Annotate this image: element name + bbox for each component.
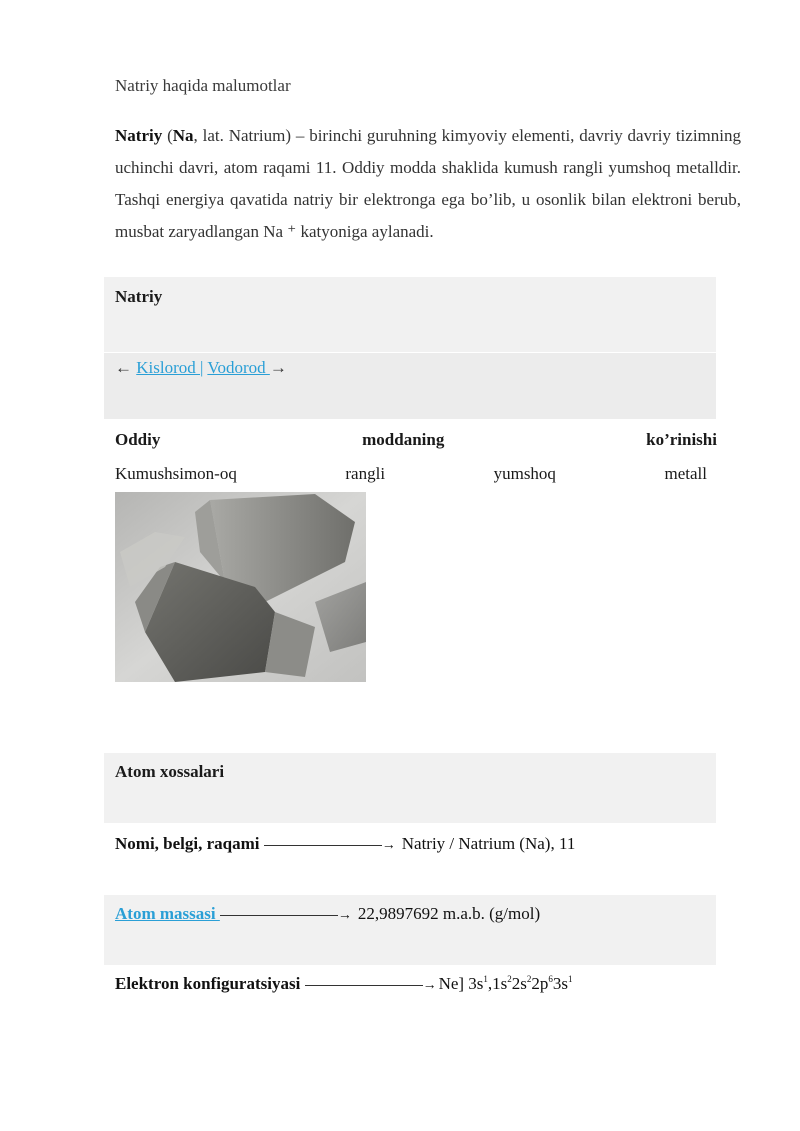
arrow-icon: →: [422, 978, 437, 993]
intro-paragraph: [115, 120, 741, 248]
config-part: 2p: [531, 974, 549, 993]
left-arrow-icon: ←: [115, 358, 132, 377]
config-sup: 2: [507, 974, 512, 984]
appearance-word: Oddiy: [115, 430, 161, 449]
appearance-value-word: metall: [664, 464, 707, 483]
prop-row-config: [115, 974, 573, 994]
intro-name: Natriy: [115, 126, 163, 145]
config-part: Ne] 3s: [438, 974, 484, 993]
arrow-icon: →: [337, 908, 352, 923]
intro-open-paren: (: [162, 126, 173, 145]
prev-element-link[interactable]: Kislorod: [136, 358, 200, 377]
page-title: Natriy haqida malumotlar: [115, 76, 291, 95]
config-part: ,1s: [487, 974, 508, 993]
leader-line: [264, 845, 382, 846]
appearance-heading: [115, 430, 717, 450]
intro-text: , lat. Natrium) – birinchi guruhning kimyoviy elementi, davriy davriy tizimning uchinchi davri, atom raqami 11. Oddiy modda shaklida kumush rangli yumshoq metalldir. Tashqi energiya qavatida natriy bir elektronga ega bo’lib, u osonlik bilan elektroni berub, musbat zaryadlangan Na ⁺ katyoniga aylanadi.: [115, 126, 741, 241]
appearance-word: ko’rinishi: [646, 430, 717, 449]
config-part: 3s: [552, 974, 569, 993]
config-part: 2s: [511, 974, 527, 993]
next-element-link[interactable]: Vodorod: [207, 358, 270, 377]
prop-value: 22,9897692 m.a.b. (g/mol): [357, 904, 541, 923]
infobox-title: Natriy: [115, 287, 163, 306]
atom-mass-link[interactable]: Atom massasi: [115, 904, 220, 923]
appearance-word: moddaning: [362, 430, 445, 449]
appearance-value-word: yumshoq: [493, 464, 556, 483]
right-arrow-icon: →: [269, 358, 287, 377]
nav-separator: |: [200, 358, 204, 377]
element-nav: [115, 358, 287, 378]
config-sup: 2: [526, 974, 532, 984]
prop-row-name: [115, 834, 575, 854]
leader-line: [220, 915, 338, 916]
leader-line: [305, 985, 423, 986]
arrow-icon: →: [381, 838, 396, 853]
prop-label: Nomi, belgi, raqami: [115, 834, 260, 853]
infobox-title-band: [104, 277, 716, 352]
prop-label: Elektron konfiguratsiyasi: [115, 974, 301, 993]
appearance-value: [115, 464, 707, 484]
config-sup: 1: [483, 974, 488, 984]
prop-value: Natriy / Natrium (Na), 11: [401, 834, 576, 853]
prop-row-mass: [115, 904, 540, 924]
intro-symbol: Na: [172, 126, 194, 145]
config-sup: 1: [568, 974, 573, 984]
config-sup: 6: [548, 974, 553, 984]
appearance-value-word: rangli: [345, 464, 386, 483]
appearance-value-word: Kumushsimon-oq: [115, 464, 237, 483]
atom-section-title: Atom xossalari: [115, 762, 225, 781]
sodium-photo: [115, 492, 366, 682]
